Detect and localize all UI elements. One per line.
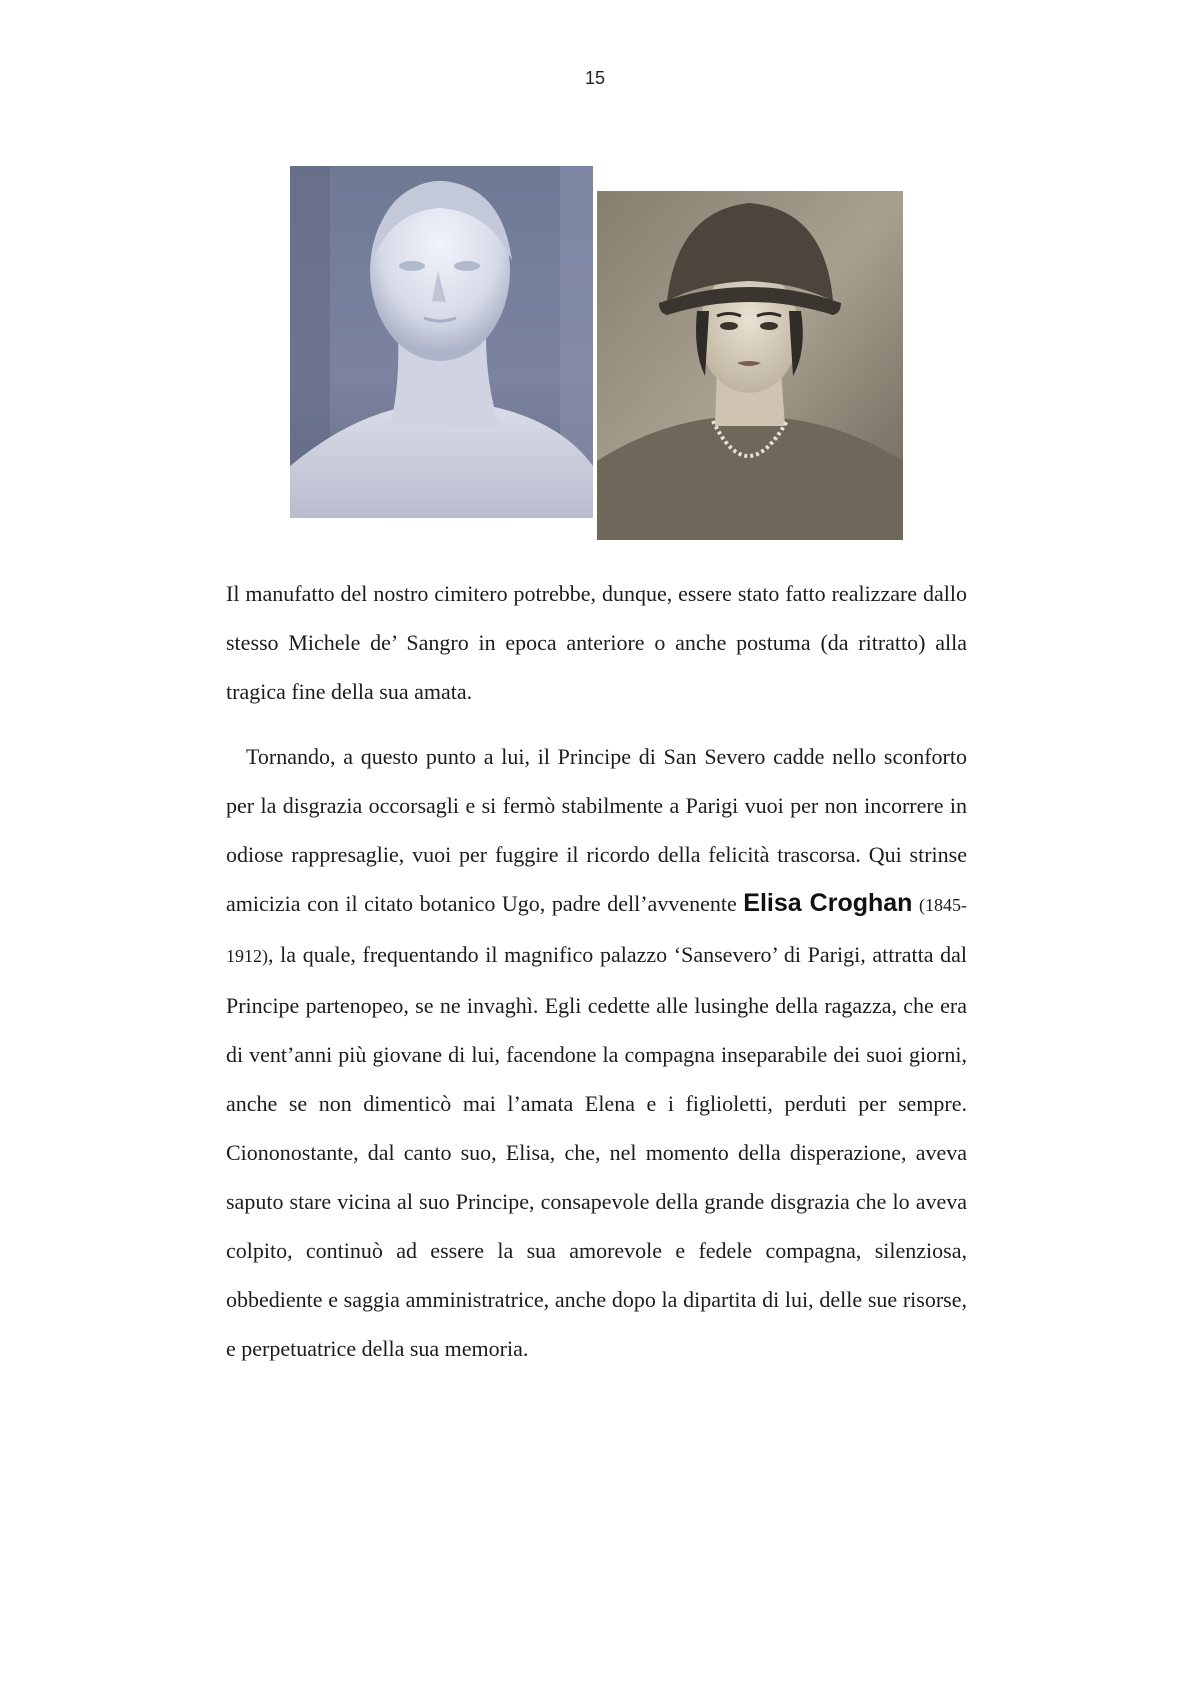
woman-in-cloche-hat-icon [597, 191, 903, 540]
paragraph-2 [226, 732, 967, 1373]
paragraph-2-before: Tornando, a questo punto a lui, il Principe di San Severo cadde nello sconforto per la disgrazia occorsagli e si fermò stabilmente a Parigi vuoi per non incorrere in odiose rappresaglie, vuoi per fuggire il ricordo della felicità trascorsa. Qui strinse amicizia con il citato botanico Ugo, padre dell’avvenente [226, 744, 967, 916]
paragraph-1: Il manufatto del nostro cimitero potrebbe, dunque, essere stato fatto realizzare dallo stesso Michele de’ Sangro in epoca anteriore o anche postuma (da ritratto) alla tragica fine della sua amata. [226, 581, 967, 704]
person-name: Elisa Croghan [743, 889, 913, 917]
woman-portrait-photo [597, 191, 903, 540]
marble-bust-photo [290, 166, 593, 518]
page-number: 15 [584, 68, 606, 88]
marble-bust-icon [290, 166, 593, 518]
paragraph-2-after: , la quale, frequentando il magnifico palazzo ‘Sansevero’ di Parigi, attratta dal Principe partenopeo, se ne invaghì. Egli cedette alle lusinghe della ragazza, che era di vent’anni più giovane di lui, facendone la compagna inseparabile dei suoi giorni, anche se non dimenticò mai l’amata Elena e i figlioletti, perduti per sempre. Ciononostante, dal canto suo, Elisa, che, nel momento della disperazione, aveva saputo stare vicina al suo Principe, consapevole della grande disgrazia che lo aveva colpito, continuò ad essere la sua amorevole e fedele compagna, silenziosa, obbediente e saggia amministratrice, anche dopo la dipartita di lui, delle sue risorse, e perpetuatrice della sua memoria. [226, 942, 967, 1361]
person-dates: (1845-1912) [226, 895, 968, 966]
